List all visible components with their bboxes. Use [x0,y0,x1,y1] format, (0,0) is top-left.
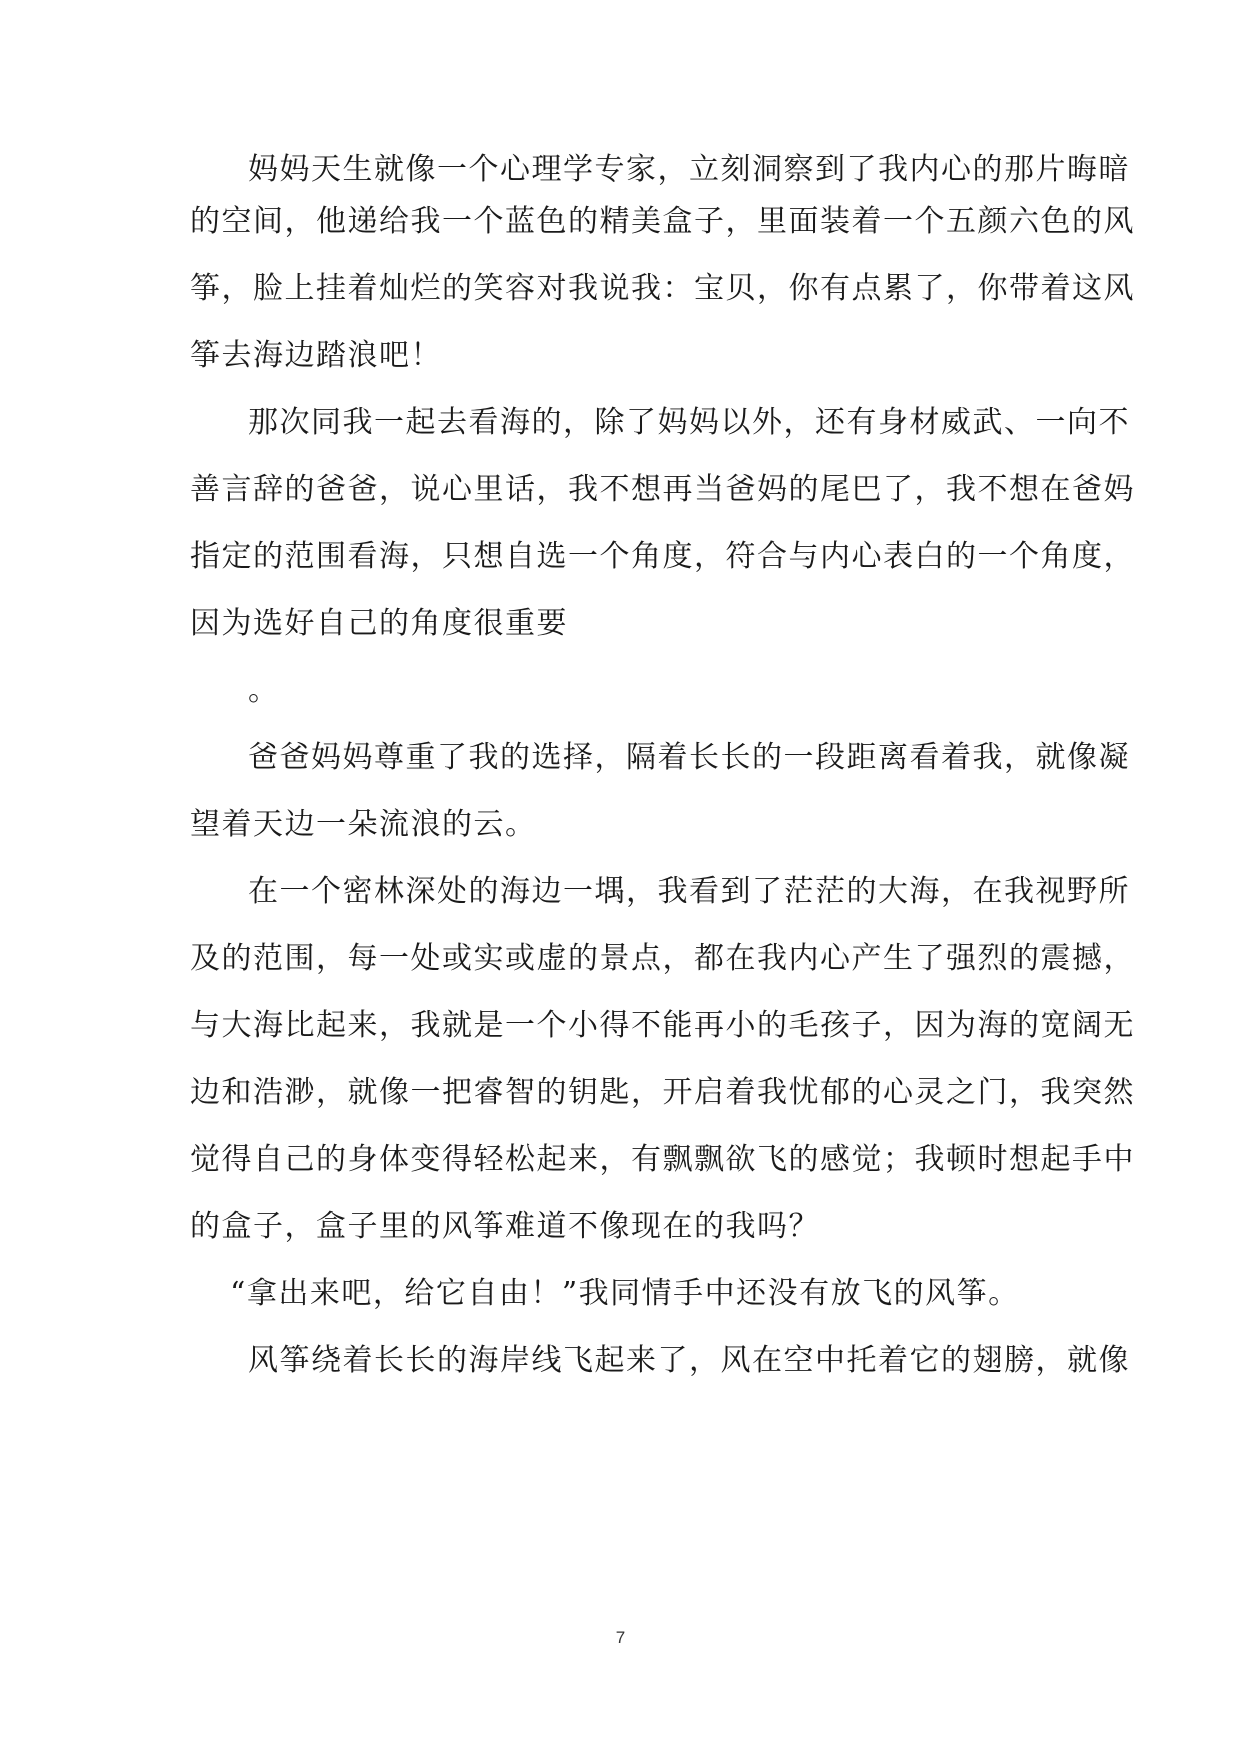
text-line: 的盒子，盒子里的风筝难道不像现在的我吗？ [190,1209,820,1244]
text-line: 望着天边一朵流浪的云。 [190,807,537,842]
text-line: 。 [248,673,280,708]
text-line: 及的范围，每一处或实或虚的景点，都在我内心产生了强烈的震撼， [190,941,1135,976]
page-number: 7 [615,1628,626,1647]
text-line: “拿出来吧，给它自由！”我同情手中还没有放飞的风筝。 [230,1276,1020,1311]
text-line: 边和浩渺，就像一把睿智的钥匙，开启着我忧郁的心灵之门，我突然 [190,1075,1135,1110]
text-line: 爸爸妈妈尊重了我的选择，隔着长长的一段距离看着我，就像凝 [248,740,1130,775]
text-line: 觉得自己的身体变得轻松起来，有飘飘欲飞的感觉；我顿时想起手中 [190,1142,1135,1177]
text-line: 与大海比起来，我就是一个小得不能再小的毛孩子，因为海的宽阔无 [190,1008,1135,1043]
text-line: 筝去海边踏浪吧！ [190,338,442,373]
text-line: 风筝绕着长长的海岸线飞起来了，风在空中托着它的翅膀，就像 [248,1343,1130,1378]
text-line: 善言辞的爸爸，说心里话，我不想再当爸妈的尾巴了，我不想在爸妈 [190,472,1135,507]
text-line: 指定的范围看海，只想自选一个角度，符合与内心表白的一个角度， [190,539,1135,574]
text-line: 妈妈天生就像一个心理学专家，立刻洞察到了我内心的那片晦暗 [248,152,1130,187]
text-line: 的空间，他递给我一个蓝色的精美盒子，里面装着一个五颜六色的风 [190,204,1135,239]
text-line: 筝，脸上挂着灿烂的笑容对我说我：宝贝，你有点累了，你带着这风 [190,271,1135,306]
text-line: 因为选好自己的角度很重要 [190,606,568,641]
text-line: 在一个密林深处的海边一堣，我看到了茫茫的大海，在我视野所 [248,874,1130,909]
text-line: 那次同我一起去看海的，除了妈妈以外，还有身材威武、一向不 [248,405,1130,440]
